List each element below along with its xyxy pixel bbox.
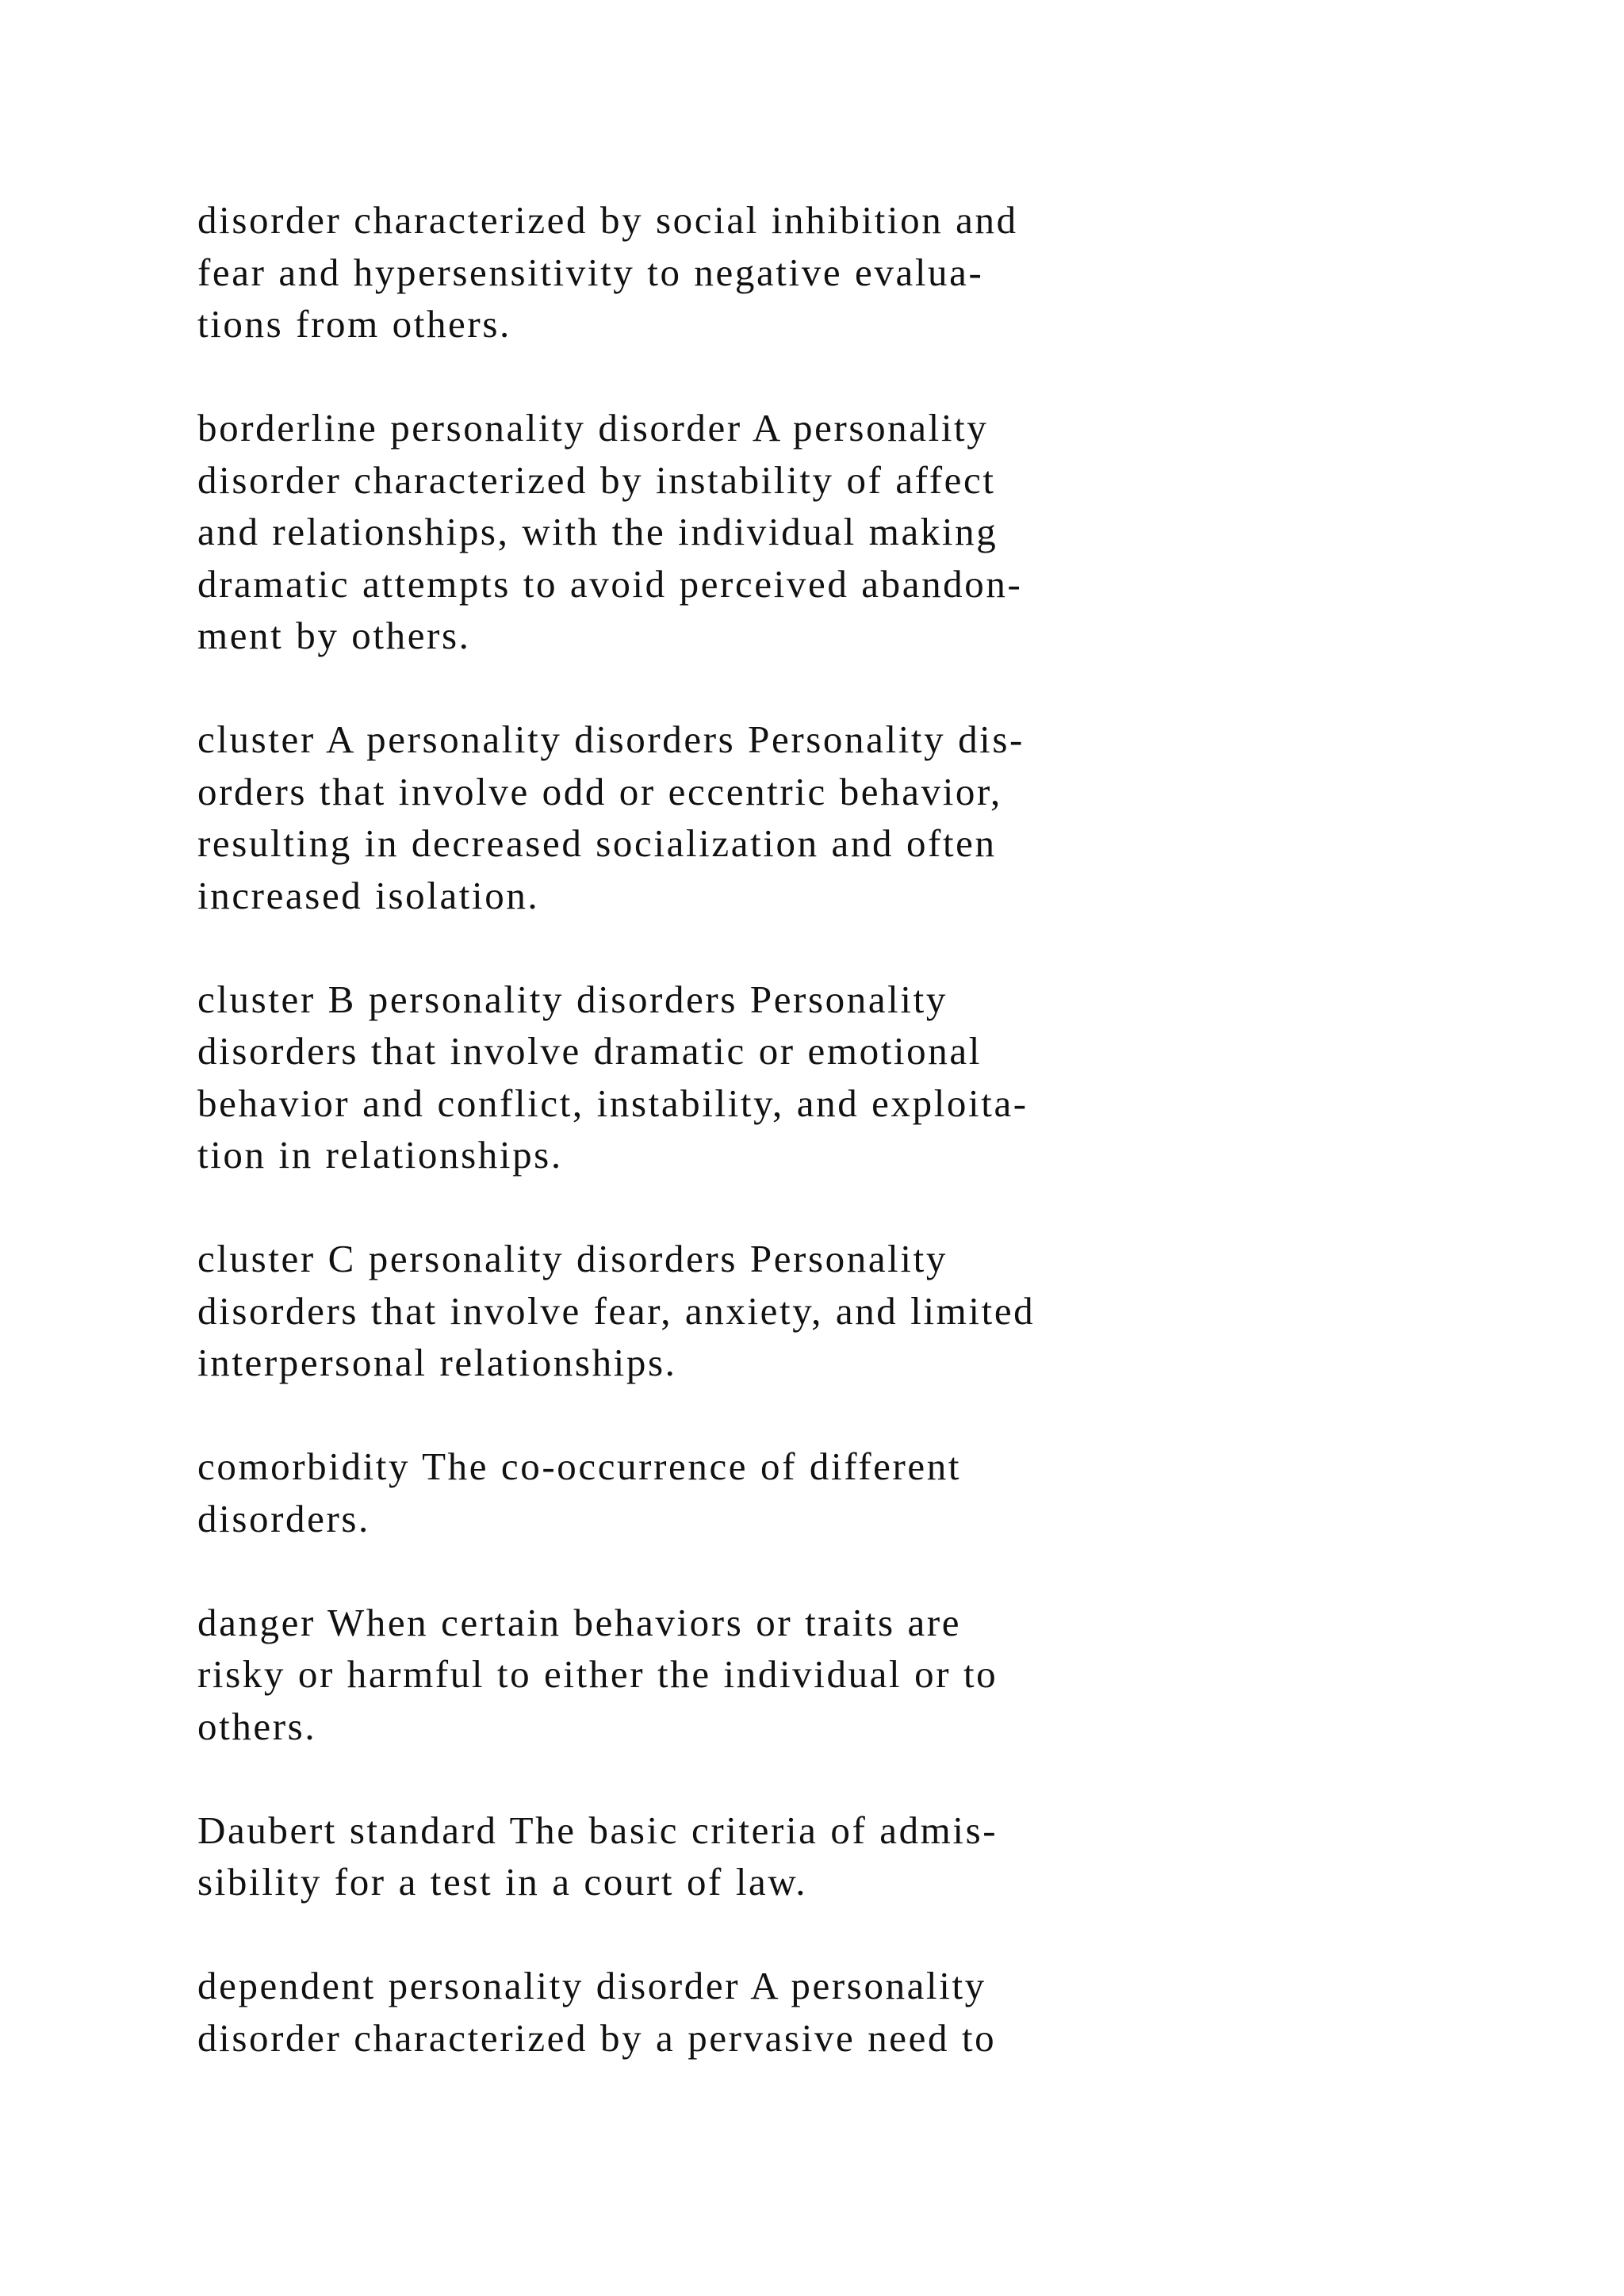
text-line: disorders that involve dramatic or emotional — [197, 1029, 982, 1073]
glossary-entry-cluster-b-personality-disorders — [197, 974, 1466, 1181]
text-line: disorders. — [197, 1496, 370, 1540]
text-line: Daubert standard The basic criteria of admis- — [197, 1808, 998, 1852]
glossary-entry-cluster-a-personality-disorders — [197, 714, 1466, 921]
text-line: sibility for a test in a court of law. — [197, 1860, 808, 1904]
glossary-entry-dependent-personality-disorder — [197, 1960, 1466, 2064]
text-line: cluster C personality disorders Personality — [197, 1237, 948, 1280]
text-line: cluster A personality disorders Personality dis- — [197, 718, 1025, 761]
text-line: ment by others. — [197, 614, 471, 657]
text-line: orders that involve odd or eccentric behavior, — [197, 769, 1002, 813]
glossary-entry-daubert-standard — [197, 1804, 1466, 1908]
text-line: fear and hypersensitivity to negative evalua- — [197, 250, 984, 294]
text-line: risky or harmful to either the individual or to — [197, 1652, 998, 1696]
text-line: others. — [197, 1704, 317, 1748]
glossary-entry-avoidant-personality-disorder-continued — [197, 194, 1466, 350]
text-line: disorder characterized by instability of affect — [197, 457, 996, 502]
text-line: disorder characterized by a pervasive need to — [197, 2015, 997, 2060]
glossary-text — [197, 194, 1466, 2116]
glossary-entry-cluster-c-personality-disorders — [197, 1233, 1466, 1389]
text-line: disorders that involve fear, anxiety, and limited — [197, 1288, 1036, 1333]
text-line: dependent personality disorder A personality — [197, 1964, 986, 2007]
text-line: increased isolation. — [197, 873, 540, 917]
glossary-entry-borderline-personality-disorder — [197, 402, 1466, 662]
text-line: resulting in decreased socialization and often — [197, 821, 997, 865]
text-line: interpersonal relationships. — [197, 1341, 677, 1384]
text-line: borderline personality disorder A personality — [197, 406, 989, 450]
text-line: tion in relationships. — [197, 1133, 563, 1177]
text-line: danger When certain behaviors or traits are — [197, 1600, 962, 1644]
text-line: dramatic attempts to avoid perceived abandon- — [197, 561, 1023, 606]
text-line: cluster B personality disorders Personality — [197, 977, 948, 1021]
glossary-entry-comorbidity — [197, 1441, 1466, 1544]
text-line: disorder characterized by social inhibition and — [197, 198, 1018, 242]
text-line: and relationships, with the individual making — [197, 510, 998, 553]
text-line: behavior and conflict, instability, and exploita- — [197, 1081, 1028, 1125]
text-line: comorbidity The co-occurrence of different — [197, 1445, 962, 1488]
glossary-entry-danger — [197, 1597, 1466, 1753]
text-line: tions from others. — [197, 302, 511, 346]
